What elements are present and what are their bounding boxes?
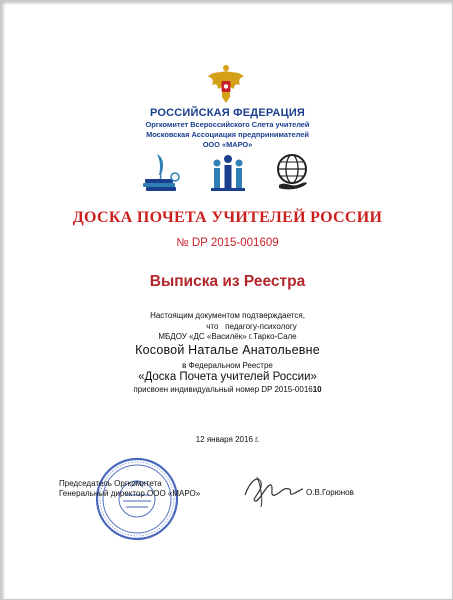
certificate-title: ДОСКА ПОЧЕТА УЧИТЕЛЕЙ РОССИИ	[72, 209, 383, 226]
organization-line: МБДОУ «ДС «Василёк» г.Тарко-Сале	[158, 332, 297, 341]
registry-name: «Доска Почета учителей России»	[138, 371, 317, 383]
role-line	[25, 322, 453, 331]
assigned-number-suffix: 10	[312, 385, 322, 394]
org-line-2: Московская Ассоциация предпринимателей	[146, 130, 309, 139]
registry-number: № DP 2015-001609	[176, 237, 279, 249]
signatory-title	[59, 479, 200, 499]
role-prefix: что	[206, 322, 219, 331]
recipient-name: Косовой Наталье Анатольевне	[135, 343, 320, 357]
issue-date: 12 января 2016 г.	[195, 435, 260, 444]
round-blue-stamp-icon	[95, 457, 179, 541]
registry-context: в Федеральном Реестре	[182, 361, 273, 370]
recipient-role: педагогу-психологу	[225, 322, 297, 331]
org-line-3: ООО «МАРО»	[202, 140, 253, 149]
signatory-name: О.В.Горюнов	[306, 488, 354, 497]
certificate-subtitle: Выписка из Реестра	[149, 273, 306, 290]
confirmation-text: Настоящим документом подтверждается,	[150, 311, 305, 320]
country-name: РОССИЙСКАЯ ФЕДЕРАЦИЯ	[149, 107, 306, 119]
people-group-logo	[209, 151, 247, 193]
signatory-title-line-1: Председатель Оргкомитета	[59, 479, 162, 488]
assigned-number-prefix: присвоен индивидуальный номер DP 2015-0016	[133, 385, 313, 394]
globe-hand-logo	[271, 151, 313, 193]
signatory-title-line-2: Генеральный директор ООО «МАРО»	[59, 489, 201, 498]
org-line-1: Оргкомитет Всероссийского Слета учителей	[145, 120, 310, 129]
handwritten-signature-icon	[237, 469, 305, 509]
double-headed-eagle-icon	[206, 63, 246, 107]
books-and-quill-logo	[139, 151, 183, 193]
assigned-number-line	[1, 385, 453, 394]
